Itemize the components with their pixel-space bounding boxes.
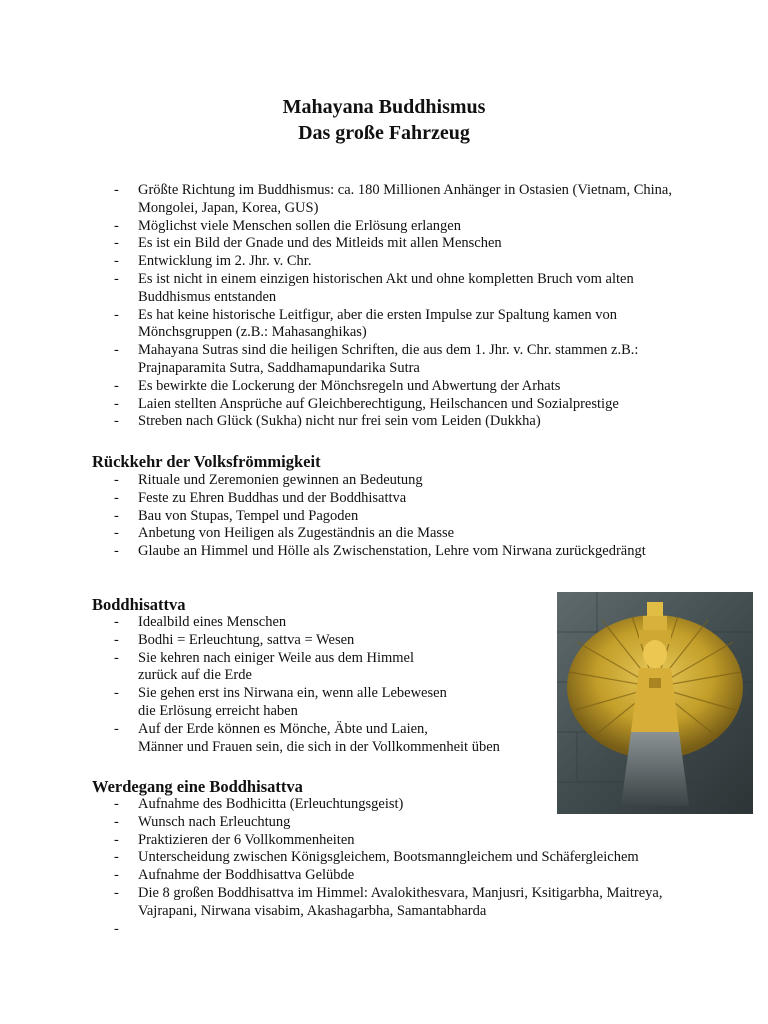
list-item-text: Aufnahme des Bodhicitta (Erleuchtungsgeist) (138, 796, 404, 812)
bullet-dash: - (114, 507, 119, 524)
list-item-text: Auf der Erde können es Mönche, Äbte und Laien, Männer und Frauen sein, die sich in der Vollkommenheit üben (138, 720, 500, 755)
list-item (0, 413, 768, 431)
list-item-text: Es ist nicht in einem einzigen historischen Akt und ohne kompletten Bruch vom alten Buddhismus entstanden (138, 270, 634, 305)
folk-list (0, 472, 768, 561)
bullet-dash: - (114, 217, 119, 234)
list-item-text: Es bewirkte die Lockerung der Mönchsregeln und Abwertung der Arhats (138, 377, 561, 394)
bullet-dash: - (114, 685, 119, 702)
list-item-text: Sie kehren nach einiger Weile aus dem Himmel zurück auf die Erde (138, 649, 414, 684)
list-item (0, 508, 768, 526)
list-item (0, 832, 768, 850)
list-item (0, 218, 768, 236)
thousand-armed-figure-illustration (557, 592, 753, 814)
list-item (0, 472, 768, 490)
werdegang-list (0, 796, 768, 937)
bullet-dash: - (114, 867, 119, 884)
list-item (0, 814, 768, 832)
page-title: Mahayana Buddhismus (282, 96, 486, 118)
list-item-text: Anbetung von Heiligen als Zugeständnis an die Masse (138, 525, 455, 542)
list-item (0, 253, 768, 271)
bullet-dash: - (114, 649, 119, 666)
list-item (0, 342, 768, 378)
list-item-text: Streben nach Glück (Sukha) nicht nur frei sein vom Leiden (Dukkha) (138, 413, 541, 430)
list-item (0, 378, 768, 396)
bullet-dash: - (114, 413, 119, 430)
list-item (0, 543, 768, 561)
list-item-text: Mahayana Sutras sind die heiligen Schriften, die aus dem 1. Jhr. v. Chr. stammen z.B.: Prajnaparamita Sutra, Saddhamapundarika Sutra (138, 342, 639, 376)
section-heading-folk: Rückkehr der Volksfrömmigkeit (92, 452, 321, 471)
list-item (0, 867, 768, 885)
list-item (0, 396, 768, 414)
list-item-text: Wunsch nach Erleuchtung (138, 813, 291, 830)
section-heading-boddhisattva: Boddhisattva (92, 595, 186, 614)
bullet-dash: - (114, 614, 119, 630)
list-item-text: Rituale und Zeremonien gewinnen an Bedeutung (138, 472, 423, 488)
list-item (0, 235, 768, 253)
list-item-text: Die 8 großen Boddhisattva im Himmel: Avalokithesvara, Manjusri, Ksitigarbha, Maitreya, Vajrapani, Nirwana visabim, Akashagarbha, Samantabharda (138, 884, 663, 919)
bullet-dash: - (114, 796, 119, 812)
bullet-dash: - (114, 306, 119, 323)
list-item-text: Bau von Stupas, Tempel und Pagoden (138, 507, 359, 524)
section-heading-werdegang: Werdegang eine Boddhisattva (92, 777, 303, 796)
list-item-text: Möglichst viele Menschen sollen die Erlösung erlangen (138, 217, 461, 234)
list-item-text: Aufnahme der Boddhisattva Gelübde (138, 867, 355, 884)
bullet-dash: - (114, 182, 119, 198)
list-item-text: Praktizieren der 6 Vollkommenheiten (138, 831, 355, 848)
list-item-text: Größte Richtung im Buddhismus: ca. 180 Millionen Anhänger in Ostasien (Vietnam, China, Mongolei, Japan, Korea, GUS) (138, 182, 672, 216)
list-item-text: Unterscheidung zwischen Königsgleichem, Bootsmanngleichem und Schäfergleichem (138, 849, 639, 866)
list-item-text: Glaube an Himmel und Hölle als Zwischenstation, Lehre vom Nirwana zurückgedrängt (138, 543, 646, 560)
list-item (0, 490, 768, 508)
list-item (0, 849, 768, 867)
list-item-text: Entwicklung im 2. Jhr. v. Chr. (138, 253, 312, 270)
list-item (0, 525, 768, 543)
list-item-text: Es ist ein Bild der Gnade und des Mitleids mit allen Menschen (138, 235, 502, 252)
bullet-dash: - (114, 831, 119, 848)
bullet-dash: - (114, 395, 119, 412)
boddhisattva-relief-image (557, 592, 753, 814)
intro-list (0, 182, 768, 431)
bullet-dash: - (114, 253, 119, 270)
bullet-dash: - (114, 270, 119, 287)
bullet-dash: - (114, 849, 119, 866)
list-item-text: Bodhi = Erleuchtung, sattva = Wesen (138, 631, 355, 648)
bullet-dash: - (114, 472, 119, 488)
bullet-dash: - (114, 489, 119, 506)
list-item-text: Laien stellten Ansprüche auf Gleichberechtigung, Heilschancen und Sozialprestige (138, 395, 619, 412)
list-item (0, 271, 768, 307)
bullet-dash: - (114, 543, 119, 560)
page-subtitle: Das große Fahrzeug (298, 122, 470, 144)
bullet-dash: - (114, 525, 119, 542)
bullet-dash: - (114, 884, 119, 901)
list-item (0, 885, 768, 921)
list-item (0, 182, 768, 218)
bullet-dash: - (114, 813, 119, 830)
bullet-dash: - (114, 377, 119, 394)
bullet-dash: - (114, 720, 119, 737)
list-item-text: Es hat keine historische Leitfigur, aber die ersten Impulse zur Spaltung kamen von Mönchsgruppen (z.B.: Mahasanghikas) (138, 306, 617, 341)
list-item-text: Idealbild eines Menschen (138, 614, 287, 630)
bullet-dash: - (114, 920, 119, 937)
list-item (0, 307, 768, 343)
list-item-text: Feste zu Ehren Buddhas und der Boddhisattva (138, 489, 407, 506)
bullet-dash: - (114, 342, 119, 359)
bullet-dash: - (114, 235, 119, 252)
list-item-text: Sie gehen erst ins Nirwana ein, wenn alle Lebewesen die Erlösung erreicht haben (138, 685, 447, 719)
bullet-dash: - (114, 631, 119, 648)
